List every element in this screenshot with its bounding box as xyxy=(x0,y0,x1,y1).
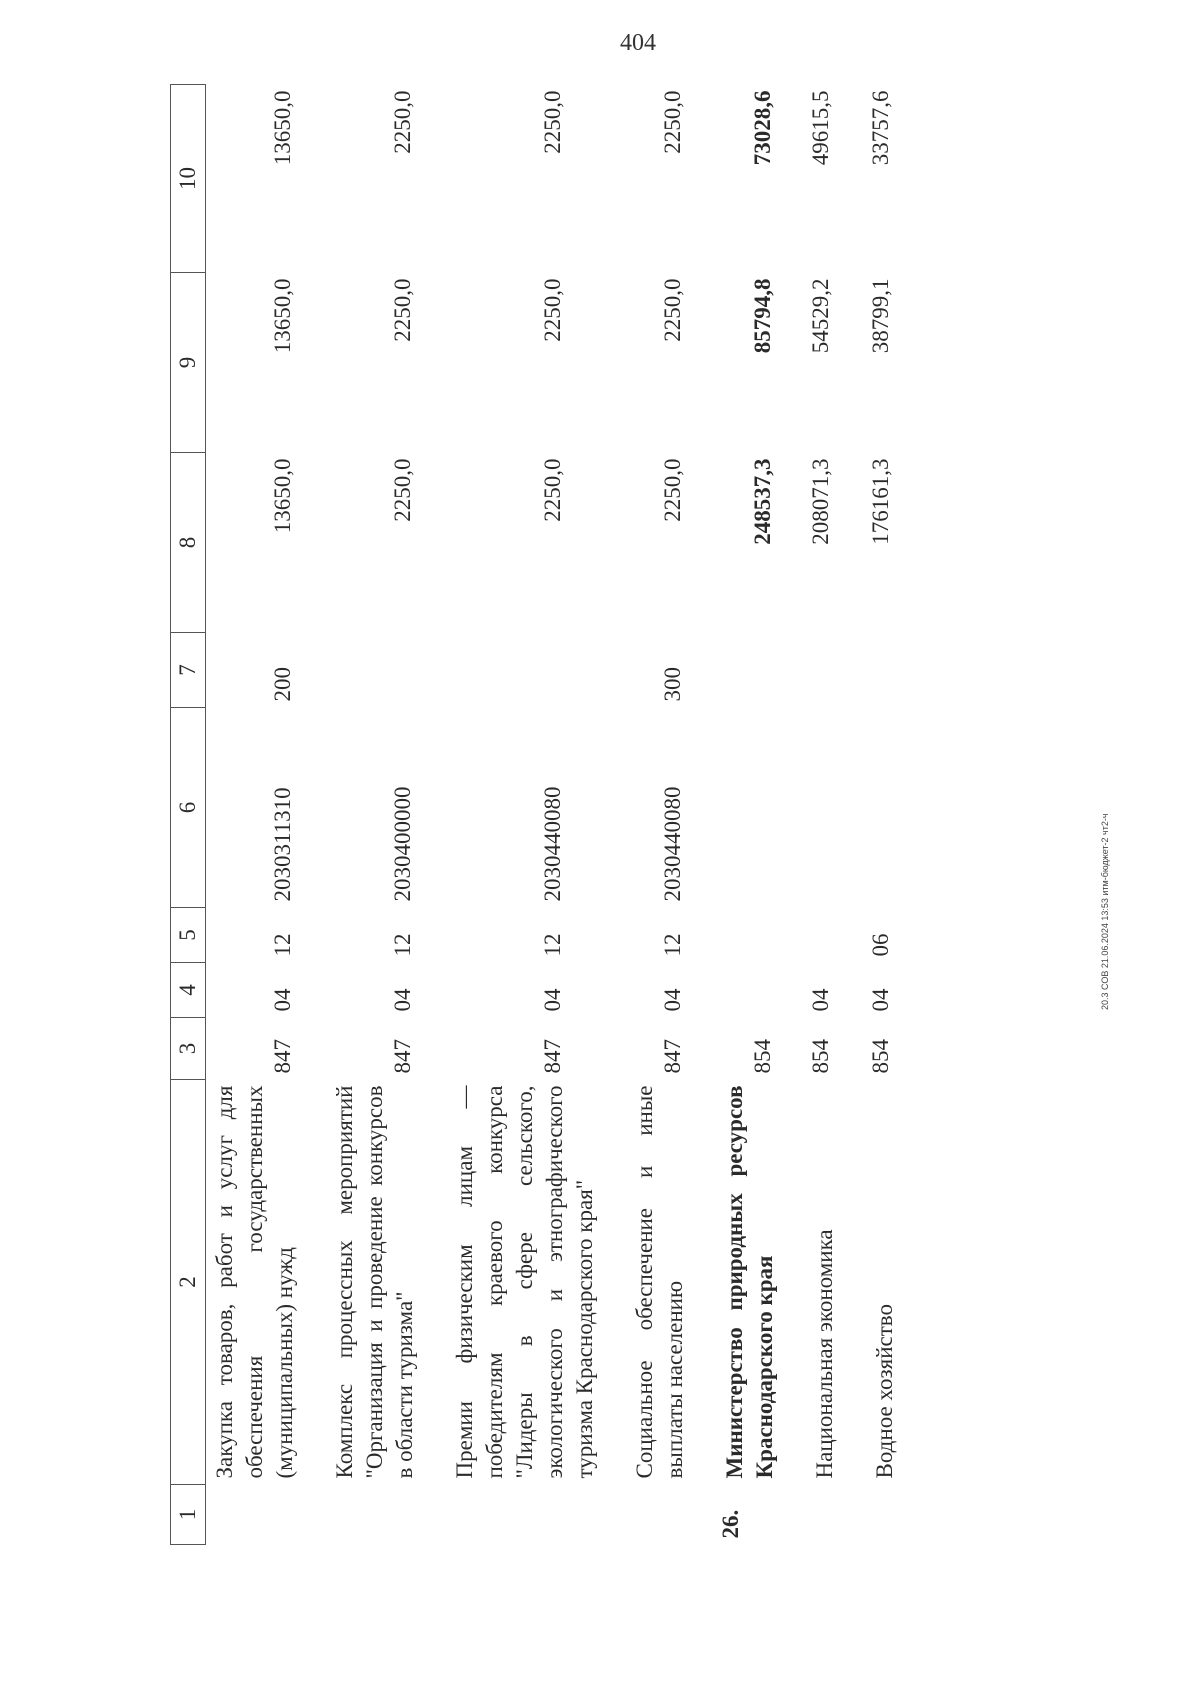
table-row xyxy=(446,85,626,1545)
cell-c10: 2250,0 xyxy=(390,90,415,154)
cell-c3: 854 xyxy=(808,1039,833,1074)
row-name: Социальное обеспечение и иные выплаты населению xyxy=(632,1085,687,1479)
cell-c9: 38799,1 xyxy=(868,278,893,354)
cell-c8: 248537,3 xyxy=(750,458,775,545)
cell-c7: 300 xyxy=(660,667,685,702)
cell-c4: 04 xyxy=(868,988,893,1012)
cell-c3: 847 xyxy=(270,1039,295,1074)
cell-c9: 2250,0 xyxy=(540,278,565,342)
cell-c10: 13650,0 xyxy=(270,90,295,166)
table-row xyxy=(806,85,866,1545)
cell-c6 xyxy=(716,708,806,908)
row-number xyxy=(626,1485,716,1545)
header-col-9: 9 xyxy=(171,273,206,453)
budget-table xyxy=(170,84,926,1545)
footer-note xyxy=(1100,813,1110,1018)
footer-note-text: 20.3 СОВ 21.06.2024 13:53 итм-бюджет-2 чт2-ч xyxy=(1100,813,1110,1010)
table-row xyxy=(866,85,926,1545)
cell-c5: 12 xyxy=(270,933,295,957)
cell-c10: 2250,0 xyxy=(540,90,565,154)
row-name: Закупка товаров, работ и услуг для обеспечения государственных (муниципальных) нужд xyxy=(212,1085,297,1479)
table-row xyxy=(716,85,806,1545)
cell-c3: 847 xyxy=(390,1039,415,1074)
cell-c5 xyxy=(716,908,806,963)
cell-c9: 2250,0 xyxy=(660,278,685,342)
row-name: Министерство природных ресурсов Краснодарского края xyxy=(722,1085,777,1479)
cell-c6: 2030440080 xyxy=(660,786,685,902)
row-name: Водное хозяйство xyxy=(872,1304,897,1479)
cell-c6 xyxy=(866,708,926,908)
header-col-4: 4 xyxy=(171,963,206,1018)
cell-c6: 2030440080 xyxy=(540,786,565,902)
table-row xyxy=(326,85,446,1545)
cell-c3: 847 xyxy=(540,1039,565,1074)
table-row xyxy=(206,85,327,1545)
cell-c10: 2250,0 xyxy=(660,90,685,154)
cell-c5: 06 xyxy=(868,933,893,957)
cell-c7 xyxy=(716,633,806,708)
cell-c4: 04 xyxy=(270,988,295,1012)
row-number: 26. xyxy=(718,1509,743,1539)
cell-c7 xyxy=(326,633,446,708)
row-number xyxy=(326,1485,446,1545)
row-name: Национальная экономика xyxy=(812,1229,837,1479)
header-col-5: 5 xyxy=(171,908,206,963)
row-name: Комплекс процессных мероприятий "Организация и проведение конкурсов в области туризма" xyxy=(332,1085,417,1479)
header-col-2: 2 xyxy=(171,1080,206,1485)
cell-c7 xyxy=(806,633,866,708)
cell-c3: 847 xyxy=(660,1039,685,1074)
page-number: 404 xyxy=(620,30,656,56)
row-number xyxy=(206,1485,327,1545)
cell-c10: 73028,6 xyxy=(750,90,775,166)
row-name: Премии физическим лицам — победителям краевого конкурса "Лидеры в сфере сельского, экологического и этнографического туризма Краснодарского края" xyxy=(452,1085,597,1479)
cell-c3: 854 xyxy=(750,1039,775,1074)
rotated-table-container xyxy=(170,85,1070,1545)
cell-c7: 200 xyxy=(270,667,295,702)
cell-c4 xyxy=(716,963,806,1018)
header-row xyxy=(171,85,206,1545)
row-number xyxy=(866,1485,926,1545)
table-row xyxy=(626,85,716,1545)
cell-c8: 208071,3 xyxy=(808,458,833,545)
cell-c5: 12 xyxy=(540,933,565,957)
cell-c7 xyxy=(446,633,626,708)
cell-c8: 2250,0 xyxy=(390,458,415,522)
cell-c8: 2250,0 xyxy=(540,458,565,522)
cell-c9: 2250,0 xyxy=(390,278,415,342)
cell-c9: 85794,8 xyxy=(750,278,775,354)
cell-c3: 854 xyxy=(868,1039,893,1074)
cell-c4: 04 xyxy=(390,988,415,1012)
cell-c6 xyxy=(806,708,866,908)
cell-c7 xyxy=(866,633,926,708)
cell-c9: 54529,2 xyxy=(808,278,833,354)
cell-c8: 13650,0 xyxy=(270,458,295,534)
cell-c6: 2030311310 xyxy=(270,787,295,902)
header-col-6: 6 xyxy=(171,708,206,908)
cell-c8: 2250,0 xyxy=(660,458,685,522)
cell-c4: 04 xyxy=(660,988,685,1012)
header-col-10: 10 xyxy=(171,85,206,273)
cell-c9: 13650,0 xyxy=(270,278,295,354)
row-number xyxy=(806,1485,866,1545)
cell-c4: 04 xyxy=(540,988,565,1012)
cell-c8: 176161,3 xyxy=(868,458,893,545)
header-col-1: 1 xyxy=(171,1485,206,1545)
header-col-3: 3 xyxy=(171,1018,206,1080)
cell-c5 xyxy=(806,908,866,963)
cell-c4: 04 xyxy=(808,988,833,1012)
cell-c5: 12 xyxy=(660,933,685,957)
row-number xyxy=(446,1485,626,1545)
cell-c6: 2030400000 xyxy=(390,786,415,902)
cell-c10: 33757,6 xyxy=(868,90,893,166)
cell-c10: 49615,5 xyxy=(808,90,833,166)
header-col-7: 7 xyxy=(171,633,206,708)
cell-c5: 12 xyxy=(390,933,415,957)
header-col-8: 8 xyxy=(171,453,206,633)
